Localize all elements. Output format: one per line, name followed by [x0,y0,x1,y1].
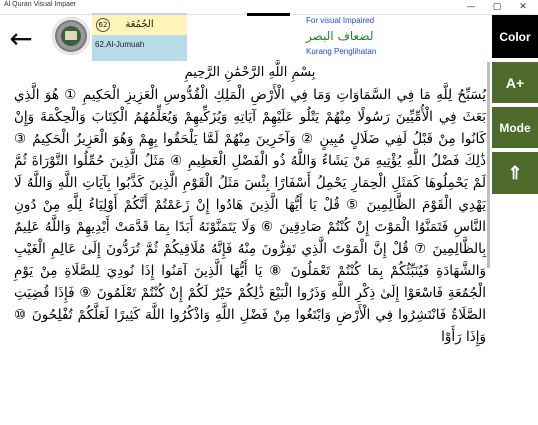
window-title: Al Quran Visual Impaer [4,1,77,8]
basmala: بِسْمِ اللَّهِ الرَّحْمَٰنِ الرَّحِيمِ [184,65,316,80]
surah-arabic-name: الجُمُعَة [92,15,187,35]
visual-impaired-label: For visual Impaired [306,16,375,25]
surah-number-badge: 62 [96,18,110,32]
minimize-button[interactable]: — [466,2,476,12]
scroll-up-button[interactable]: ⇑ [492,152,538,194]
font-size-increase-button[interactable]: A+ [492,62,538,103]
color-button[interactable]: Color [492,15,538,58]
book-icon [65,31,77,40]
vertical-scrollbar[interactable] [487,62,490,268]
surah-info-box[interactable] [92,13,187,61]
mode-button[interactable]: Mode [492,107,538,148]
verse-text-area[interactable] [14,62,486,345]
verse-text: يُسَبِّحُ لِلَّهِ مَا فِي السَّمَاوَاتِ وَمَا فِي الْأَرْضِ الْمَلِكِ الْقُدُّوسِ الْعَزِيزِ الْحَكِيمِ ① هُوَ الَّذِي بَعَثَ فِي الْأُمِّيِّينَ رَسُولًا مِنْهُمْ يَتْلُو عَلَيْهِمْ آيَاتِهِ وَيُزَكِّيهِمْ وَيُعَلِّمُهُمُ الْكِتَابَ وَالْحِكْمَةَ وَإِنْ كَانُوا مِنْ قَبْلُ لَفِي ضَلَالٍ مُبِينٍ ② وَآخَرِينَ مِنْهُمْ لَمَّا يَلْحَقُوا بِهِمْ وَهُوَ الْعَزِيزُ الْحَكِيمُ ③ ذَٰلِكَ فَضْلُ اللَّهِ يُؤْتِيهِ مَنْ يَشَاءُ وَاللَّهُ ذُو الْفَضْلِ الْعَظِيمِ ④ مَثَلُ الَّذِينَ حُمِّلُوا التَّوْرَاةَ ثُمَّ لَمْ يَحْمِلُوهَا كَمَثَلِ الْحِمَارِ يَحْمِلُ أَسْفَارًا بِئْسَ مَثَلُ الْقَوْمِ الَّذِينَ كَذَّبُوا بِآيَاتِ اللَّهِ وَاللَّهُ لَا يَهْدِي الْقَوْمَ الظَّالِمِينَ ⑤ قُلْ يَا أَيُّهَا الَّذِينَ هَادُوا إِنْ زَعَمْتُمْ أَنَّكُمْ أَوْلِيَاءُ لِلَّهِ مِنْ دُونِ النَّاسِ فَتَمَنَّوُا الْمَوْتَ إِنْ كُنْتُمْ صَادِقِينَ ⑥ وَلَا يَتَمَنَّوْنَهُ أَبَدًا بِمَا قَدَّمَتْ أَيْدِيهِمْ وَاللَّهُ عَلِيمٌ بِالظَّالِمِينَ ⑦ قُلْ إِنَّ الْمَوْتَ الَّذِي تَفِرُّونَ مِنْهُ فَإِنَّهُ مُلَاقِيكُمْ ثُمَّ تُرَدُّونَ إِلَىٰ عَالِمِ الْغَيْبِ وَالشَّهَادَةِ فَيُنَبِّئُكُمْ بِمَا كُنْتُمْ تَعْمَلُونَ ⑧ يَا أَيُّهَا الَّذِينَ آمَنُوا إِذَا نُودِيَ لِلصَّلَاةِ مِنْ يَوْمِ الْجُمُعَةِ فَاسْعَوْا إِلَىٰ ذِكْرِ اللَّهِ وَذَرُوا الْبَيْعَ ذَٰلِكُمْ خَيْرٌ لَكُمْ إِنْ كُنْتُمْ تَعْلَمُونَ ⑨ فَإِذَا قُضِيَتِ الصَّلَاةُ فَانْتَشِرُوا فِي الْأَرْضِ وَابْتَغُوا مِنْ فَضْلِ اللَّهِ وَاذْكُرُوا اللَّهَ كَثِيرًا لَعَلَّكُمْ تُفْلِحُونَ ⑩ وَإِذَا رَأَوْا [14,87,486,345]
header-divider [247,13,290,16]
arrow-left-icon[interactable]: ← [9,22,33,55]
surah-english-name: 62.Al-Jumuah [95,40,145,49]
quran-logo-icon [52,17,90,55]
visual-impaired-arabic: لضعاف البصر [306,29,374,43]
close-button[interactable]: ✕ [519,2,527,12]
maximize-button[interactable]: ▢ [492,2,502,12]
visual-impaired-malay: Kurang Penglihatan [306,47,377,56]
